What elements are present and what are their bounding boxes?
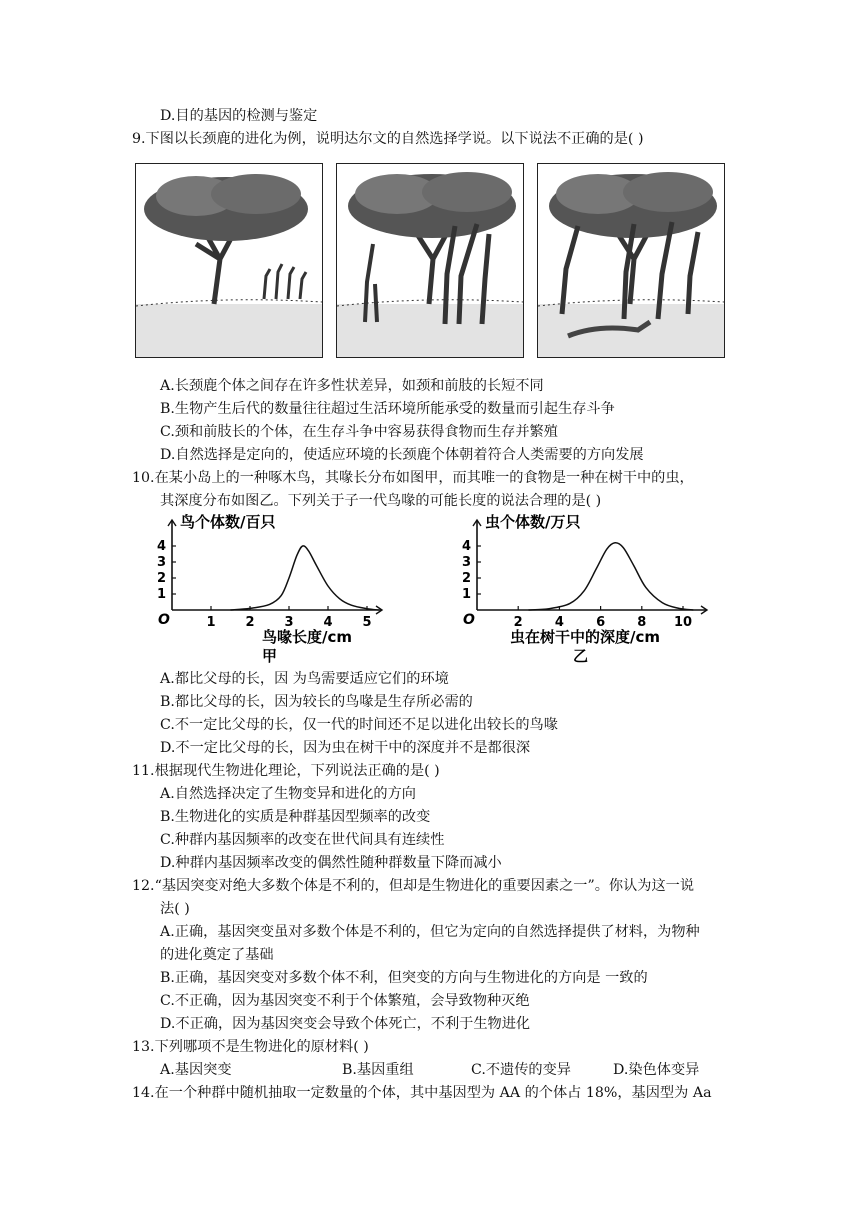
q9-option-c: C.颈和前肢长的个体，在生存斗争中容易获得食物而生存并繁殖 [160, 424, 558, 440]
q13-option-d: D.染色体变异 [613, 1062, 700, 1078]
giraffe-scene-2 [337, 164, 523, 357]
q11-option-d: D.种群内基因频率改变的偶然性随种群数量下降而减小 [160, 855, 502, 871]
chart-yi-ylabel: 虫个体数/万只 [485, 513, 581, 531]
q13-option-c: C.不遗传的变异 [471, 1062, 571, 1078]
q11-option-a: A.自然选择决定了生物变异和进化的方向 [160, 786, 416, 802]
x-tick-label: 8 [637, 615, 647, 630]
q12-option-a-line-1: A.正确，基因突变虽对多数个体是不利的，但它为定向的自然选择提供了材料，为物种 [160, 924, 700, 940]
q13-option-a: A.基因突变 [160, 1062, 232, 1078]
chart-jia-xlabel: 鸟喙长度/cm [262, 628, 353, 646]
q12-stem-line-1: 12.“基因突变对绝大多数个体是不利的，但却是生物进化的重要因素之一”。你认为这一说 [132, 878, 695, 894]
x-tick-label: 3 [284, 615, 294, 630]
x-tick-label: 1 [206, 615, 216, 630]
giraffe-scene-3 [538, 164, 724, 357]
x-tick-label: 4 [323, 615, 333, 630]
giraffe-scene-1 [136, 164, 322, 357]
y-tick-label: 1 [156, 587, 166, 602]
q10-stem-line-2: 其深度分布如图乙。下列关于子一代鸟喙的可能长度的说法合理的是( ) [160, 493, 602, 509]
q12-option-d: D.不正确，因为基因突变会导致个体死亡，不利于生物进化 [160, 1016, 531, 1032]
q12-option-a-line-2: 的进化奠定了基础 [160, 947, 274, 963]
chart-jia-caption: 甲 [262, 647, 278, 663]
q10-option-b: B.都比父母的长，因为较长的鸟喙是生存所必需的 [160, 694, 473, 710]
x-tick-label: 2 [513, 615, 523, 630]
y-tick-label: 2 [461, 571, 471, 586]
chart-yi-origin: O [463, 612, 475, 628]
q9-stem: 9.下图以长颈鹿的进化为例，说明达尔文的自然选择学说。以下说法不正确的是( ) [132, 131, 644, 147]
chart-jia [150, 513, 390, 663]
x-tick-label: 6 [596, 615, 606, 630]
giraffe-panel-2 [336, 163, 524, 358]
y-tick-label: 3 [461, 555, 471, 570]
q11-option-c: C.种群内基因频率的改变在世代间具有连续性 [160, 832, 445, 848]
q13-stem: 13.下列哪项不是生物进化的原材料( ) [132, 1039, 369, 1055]
giraffe-panel-1 [135, 163, 323, 358]
chart-yi [455, 513, 715, 663]
q12-stem-line-2: 法( ) [160, 901, 190, 917]
distribution-curve [529, 543, 694, 610]
q10-option-a: A.都比父母的长，因 为鸟需要适应它们的环境 [160, 671, 449, 687]
y-tick-label: 1 [461, 587, 471, 602]
x-tick-label: 10 [673, 615, 693, 630]
y-tick-label: 2 [156, 571, 166, 586]
q12-option-c: C.不正确，因为基因突变不利于个体繁殖，会导致物种灭绝 [160, 993, 530, 1009]
chart-yi-caption: 乙 [573, 647, 589, 663]
q9-option-b: B.生物产生后代的数量往往超过生活环境所能承受的数量而引起生存斗争 [160, 401, 615, 417]
x-tick-label: 4 [554, 615, 564, 630]
q11-option-b: B.生物进化的实质是种群基因型频率的改变 [160, 809, 431, 825]
q11-stem: 11.根据现代生物进化理论，下列说法正确的是( ) [132, 763, 440, 779]
q9-option-d: D.自然选择是定向的，使适应环境的长颈鹿个体朝着符合人类需要的方向发展 [160, 447, 644, 463]
chart-yi-xlabel: 虫在树干中的深度/cm [510, 628, 661, 646]
q8-option-d: D.目的基因的检测与鉴定 [160, 108, 318, 124]
chart-jia-ylabel: 鸟个体数/百只 [180, 513, 276, 531]
q10-option-d: D.不一定比父母的长，因为虫在树干中的深度并不是都很深 [160, 740, 531, 756]
q13-option-b: B.基因重组 [342, 1062, 414, 1078]
q14-stem: 14.在一个种群中随机抽取一定数量的个体，其中基因型为 AA 的个体占 18%，基因型为 Aa [132, 1085, 712, 1101]
chart-jia-origin: O [158, 612, 170, 628]
giraffe-panel-3 [537, 163, 725, 358]
x-tick-label: 2 [245, 615, 255, 630]
q9-option-a: A.长颈鹿个体之间存在许多性状差异，如颈和前肢的长短不同 [160, 378, 544, 394]
y-tick-label: 4 [461, 539, 471, 554]
q10-option-c: C.不一定比父母的长，仅一代的时间还不足以进化出较长的鸟喙 [160, 717, 558, 733]
x-tick-label: 5 [362, 615, 372, 630]
y-tick-label: 3 [156, 555, 166, 570]
q10-stem-line-1: 10.在某小岛上的一种啄木鸟，其喙长分布如图甲，而其唯一的食物是一种在树干中的虫， [132, 470, 694, 486]
y-tick-label: 4 [156, 539, 166, 554]
distribution-curve [231, 546, 379, 610]
q12-option-b: B.正确，基因突变对多数个体不利，但突变的方向与生物进化的方向是 一致的 [160, 970, 648, 986]
